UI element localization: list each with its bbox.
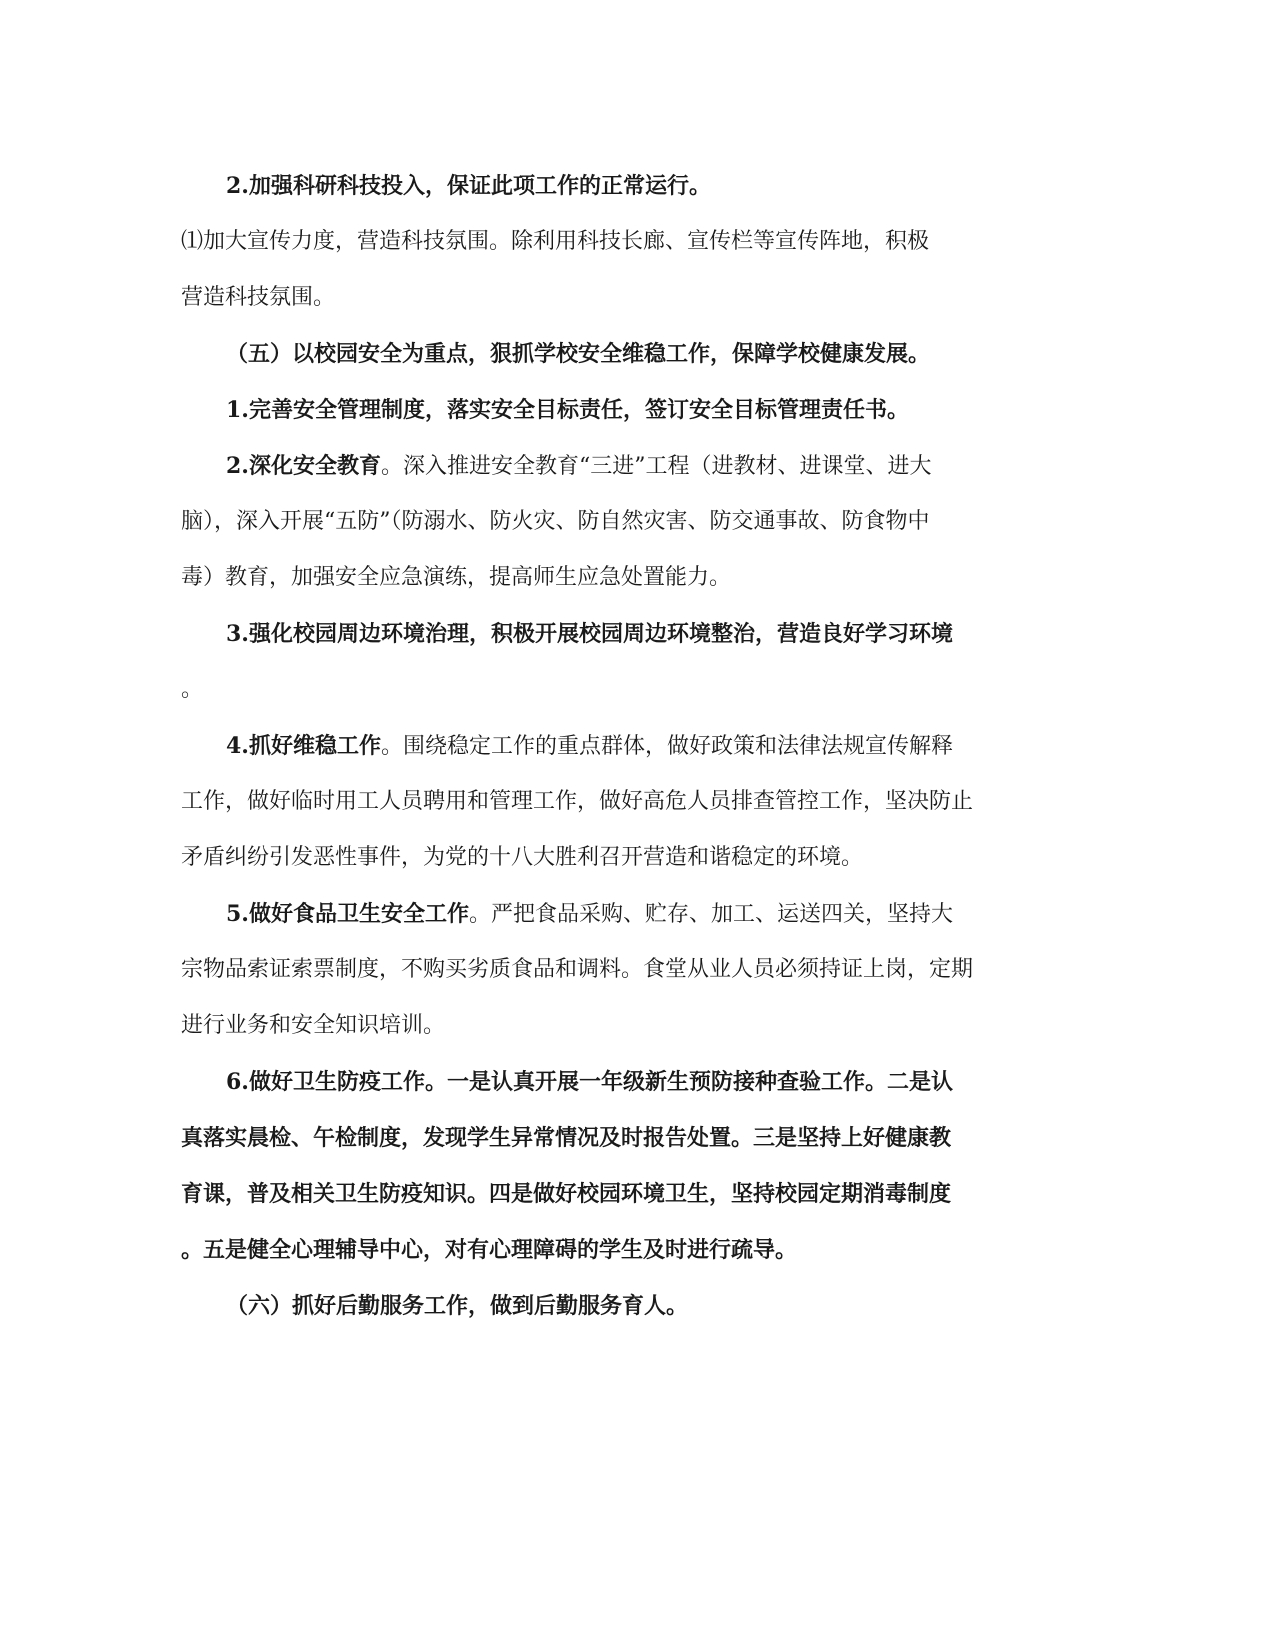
section-heading (226, 1291, 688, 1322)
text-segment: 脑），深入开展“五防”（防溺水、防火灾、防自然灾害、防交通事故、防食物中 (181, 509, 930, 534)
text-segment: 6.做好卫生防疫工作。一是认真开展一年级新生预防接种查验工作。二是认 (226, 1069, 953, 1095)
paragraph-line (181, 1011, 445, 1041)
section-heading (226, 339, 930, 370)
text-segment: 真落实晨检、午检制度，发现学生异常情况及时报告处置。三是坚持上好健康教 (181, 1125, 952, 1151)
text-segment: 工作，做好临时用工人员聘用和管理工作，做好高危人员排查管控工作，坚决防止 (181, 789, 974, 814)
text-segment: ⑴加大宣传力度，营造科技氛围。除利用科技长廊、宣传栏等宣传阵地，积极 (181, 229, 930, 254)
paragraph-line (181, 1235, 797, 1266)
paragraph-line (181, 563, 731, 593)
paragraph-line (226, 619, 953, 650)
text-segment: 1.完善安全管理制度，落实安全目标责任，签订安全目标管理责任书。 (226, 397, 909, 423)
paragraph-line (181, 787, 973, 817)
paragraph-line (226, 395, 909, 426)
paragraph-line (181, 227, 929, 257)
paragraph-line (226, 1067, 953, 1098)
text-segment: 2.加强科研科技投入，保证此项工作的正常运行。 (226, 173, 711, 199)
text-segment: 毒）教育，加强安全应急演练，提高师生应急处置能力。 (181, 565, 732, 590)
paragraph-line (181, 955, 973, 985)
text-segment: 4.抓好维稳工作 (226, 733, 381, 759)
text-segment: 5.做好食品卫生安全工作 (226, 901, 469, 927)
paragraph-line (181, 843, 863, 873)
text-segment: 。围绕稳定工作的重点群体，做好政策和法律法规宣传解释 (380, 734, 953, 759)
text-segment: 矛盾纠纷引发恶性事件，为党的十八大胜利召开营造和谐稳定的环境。 (181, 845, 864, 870)
paragraph-line (181, 1179, 951, 1210)
text-segment: 育课，普及相关卫生防疫知识。四是做好校园环境卫生，坚持校园定期消毒制度 (181, 1181, 952, 1207)
text-segment: 。深入推进安全教育“三进”工程（进教材、进课堂、进大 (380, 454, 932, 479)
text-segment: （六）抓好后勤服务工作，做到后勤服务育人。 (226, 1293, 689, 1319)
paragraph-line (226, 171, 711, 202)
paragraph-line (226, 451, 931, 482)
text-segment: 。严把食品采购、贮存、加工、运送四关，坚持大 (468, 902, 953, 927)
paragraph-line (181, 507, 930, 537)
paragraph-line (226, 731, 953, 762)
paragraph-line (226, 899, 953, 930)
text-segment: 营造科技氛围。 (181, 285, 336, 310)
text-segment: 3.强化校园周边环境治理，积极开展校园周边环境整治，营造良好学习环境 (226, 621, 953, 647)
paragraph-line (181, 283, 335, 313)
text-segment: 。 (181, 677, 204, 702)
text-segment: （五）以校园安全为重点，狠抓学校安全维稳工作，保障学校健康发展。 (226, 341, 931, 367)
paragraph-line (181, 675, 203, 705)
text-segment: 2.深化安全教育 (226, 453, 381, 479)
text-segment: 宗物品索证索票制度，不购买劣质食品和调料。食堂从业人员必须持证上岗，定期 (181, 957, 974, 982)
paragraph-line (181, 1123, 951, 1154)
text-segment: 进行业务和安全知识培训。 (181, 1013, 446, 1038)
text-segment: 。五是健全心理辅导中心，对有心理障碍的学生及时进行疏导。 (181, 1237, 798, 1263)
